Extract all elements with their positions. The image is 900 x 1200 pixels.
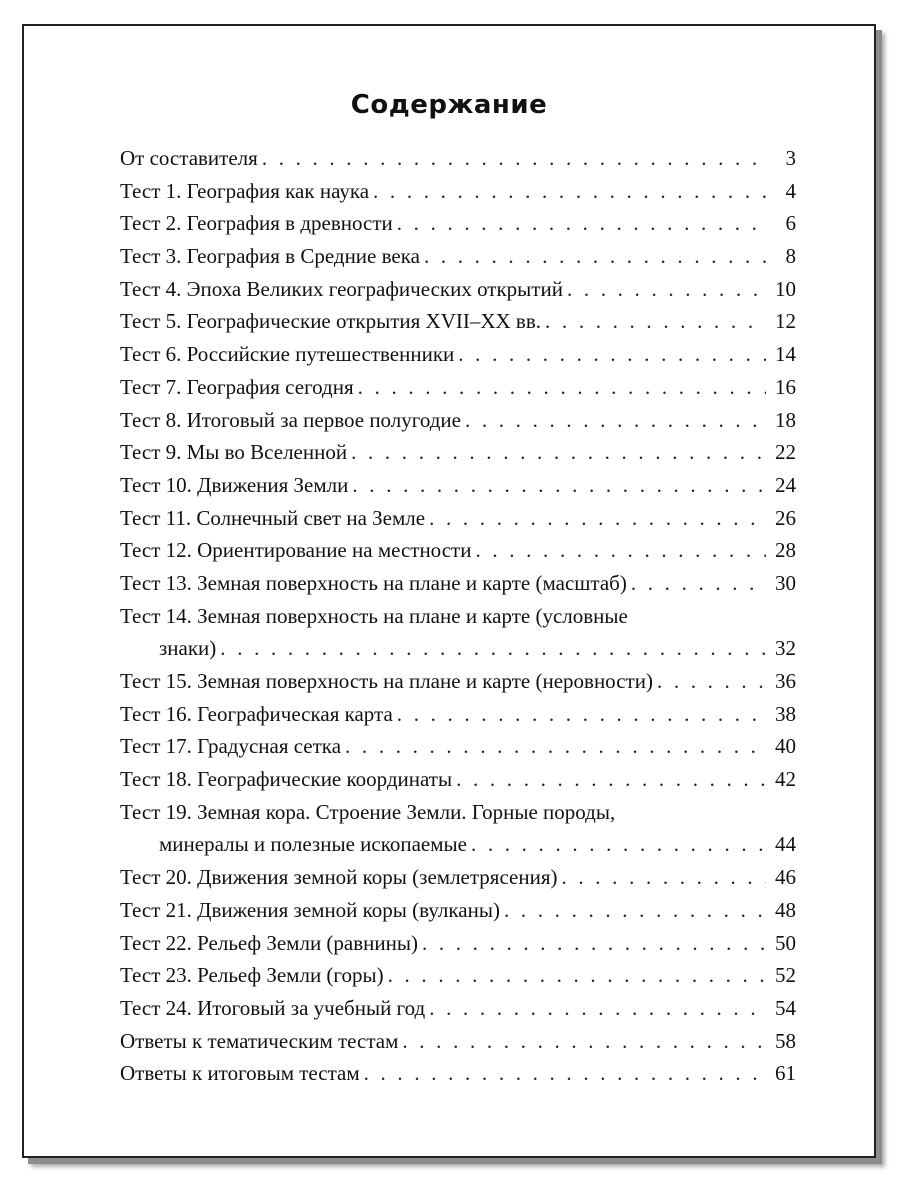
toc-entry [120,730,796,763]
toc-leader-dots [422,927,766,960]
toc-leader-dots [397,207,766,240]
toc-entry-title: Тест 1. География как наука [120,178,370,203]
toc-entry [120,273,796,306]
toc-entry-title: Тест 5. Географические открытия XVII–XX вв. [120,309,542,334]
toc-leader-dots [352,469,766,502]
toc-entry-title: Тест 2. География в древности [120,211,393,236]
toc-entry [120,894,796,927]
toc-page-number: 3 [785,146,796,170]
toc-leader-dots [364,1057,766,1090]
toc-page-number: 38 [775,701,796,726]
toc-entry [120,763,796,796]
toc-leader-dots [657,665,766,698]
toc-page-number: 54 [775,995,796,1020]
toc-entry-title: Ответы к тематическим тестам [120,1028,399,1053]
toc-entry-title: Тест 9. Мы во Вселенной [120,440,348,465]
table-of-contents [120,142,796,1090]
toc-entry [120,796,796,861]
toc-entry [120,371,796,404]
toc-entry [120,959,796,992]
toc-page-number: 52 [775,963,796,988]
toc-leader-dots [424,240,766,273]
toc-page-number: 32 [775,636,796,661]
toc-page-number: 12 [775,309,796,334]
toc-entry [120,305,796,338]
toc-leader-dots [561,861,766,894]
toc-entry-title: Тест 21. Движения земной коры (вулканы) [120,897,500,922]
toc-page-number: 8 [785,244,796,269]
toc-entry [120,600,796,665]
toc-page-number: 24 [775,472,796,497]
toc-entry [120,1057,796,1090]
toc-page-number: 18 [775,407,796,432]
toc-page-number: 16 [775,374,796,399]
toc-page-number: 50 [775,930,796,955]
toc-entry [120,1025,796,1058]
toc-leader-dots [471,828,766,861]
toc-leader-dots [465,404,766,437]
toc-entry-title: Тест 24. Итоговый за учебный год [120,995,426,1020]
toc-entry [120,142,796,175]
toc-entry [120,404,796,437]
toc-leader-dots [456,763,766,796]
toc-leader-dots [373,175,766,208]
toc-leader-dots [402,1025,766,1058]
toc-page-number: 26 [775,505,796,530]
toc-entry [120,861,796,894]
toc-page-number: 4 [785,178,796,203]
toc-entry-title: Тест 19. Земная кора. Строение Земли. Горные породы, [120,799,616,824]
toc-page-number: 42 [775,767,796,792]
toc-page-number: 6 [785,211,796,236]
toc-page-number: 58 [775,1028,796,1053]
toc-entry-title: Тест 15. Земная поверхность на плане и карте (неровности) [120,669,653,693]
toc-leader-dots [545,305,766,338]
toc-entry [120,665,796,698]
toc-entry [120,207,796,240]
toc-entry [120,534,796,567]
toc-page-number: 40 [775,734,796,759]
toc-entry [120,502,796,535]
toc-entry-title: Тест 7. География сегодня [120,374,354,399]
toc-leader-dots [388,959,766,992]
toc-entry-title: Тест 12. Ориентирование на местности [120,538,472,563]
toc-entry-title: Тест 17. Градусная сетка [120,734,342,759]
toc-leader-dots [504,894,766,927]
toc-entry-title: Ответы к итоговым тестам [120,1061,360,1086]
toc-leader-dots [220,632,766,665]
toc-leader-dots [458,338,766,371]
toc-entry [120,469,796,502]
document-page [22,24,876,1158]
toc-page-number: 10 [775,276,796,301]
toc-entry-title: Тест 16. Географическая карта [120,701,393,726]
toc-entry-title: Тест 14. Земная поверхность на плане и карте (условные [120,603,628,628]
toc-entry-title-continued: знаки) [159,636,217,661]
toc-page-number: 44 [775,832,796,857]
toc-entry-title: Тест 11. Солнечный свет на Земле [120,505,426,530]
toc-leader-dots [358,371,766,404]
toc-entry [120,567,796,600]
toc-entry-title: Тест 20. Движения земной коры (землетрясения) [120,865,558,890]
toc-entry [120,927,796,960]
toc-page-number: 61 [775,1061,796,1086]
toc-leader-dots [429,502,766,535]
toc-leader-dots [429,992,766,1025]
toc-entry-title: Тест 22. Рельеф Земли (равнины) [120,930,418,955]
toc-entry [120,992,796,1025]
toc-leader-dots [397,698,766,731]
toc-page-number: 28 [775,538,796,563]
toc-entry [120,175,796,208]
toc-page-number: 36 [775,669,796,693]
toc-leader-dots [351,436,766,469]
toc-page-number: 46 [775,865,796,890]
toc-leader-dots [475,534,766,567]
toc-leader-dots [262,142,766,175]
toc-entry-title: Тест 3. География в Средние века [120,244,420,269]
toc-entry-title: Тест 13. Земная поверхность на плане и карте (масштаб) [120,570,627,595]
toc-entry-title-continued: минералы и полезные ископаемые [159,832,467,857]
toc-page-number: 48 [775,897,796,922]
toc-entry [120,338,796,371]
toc-entry-title: Тест 4. Эпоха Великих географических открытий [120,276,563,301]
toc-entry-title: Тест 8. Итоговый за первое полугодие [120,407,461,432]
toc-entry-title: От составителя [120,146,258,170]
toc-entry-title: Тест 18. Географические координаты [120,767,453,792]
toc-leader-dots [567,273,766,306]
toc-entry-title: Тест 23. Рельеф Земли (горы) [120,963,384,988]
page-title: Содержание [350,90,548,120]
toc-leader-dots [345,730,766,763]
toc-entry [120,698,796,731]
toc-entry [120,240,796,273]
toc-page-number: 22 [775,440,796,465]
toc-page-number: 30 [775,570,796,595]
toc-leader-dots [631,567,766,600]
toc-entry-title: Тест 10. Движения Земли [120,472,349,497]
toc-page-number: 14 [775,342,796,367]
toc-entry [120,436,796,469]
toc-entry-title: Тест 6. Российские путешественники [120,342,455,367]
